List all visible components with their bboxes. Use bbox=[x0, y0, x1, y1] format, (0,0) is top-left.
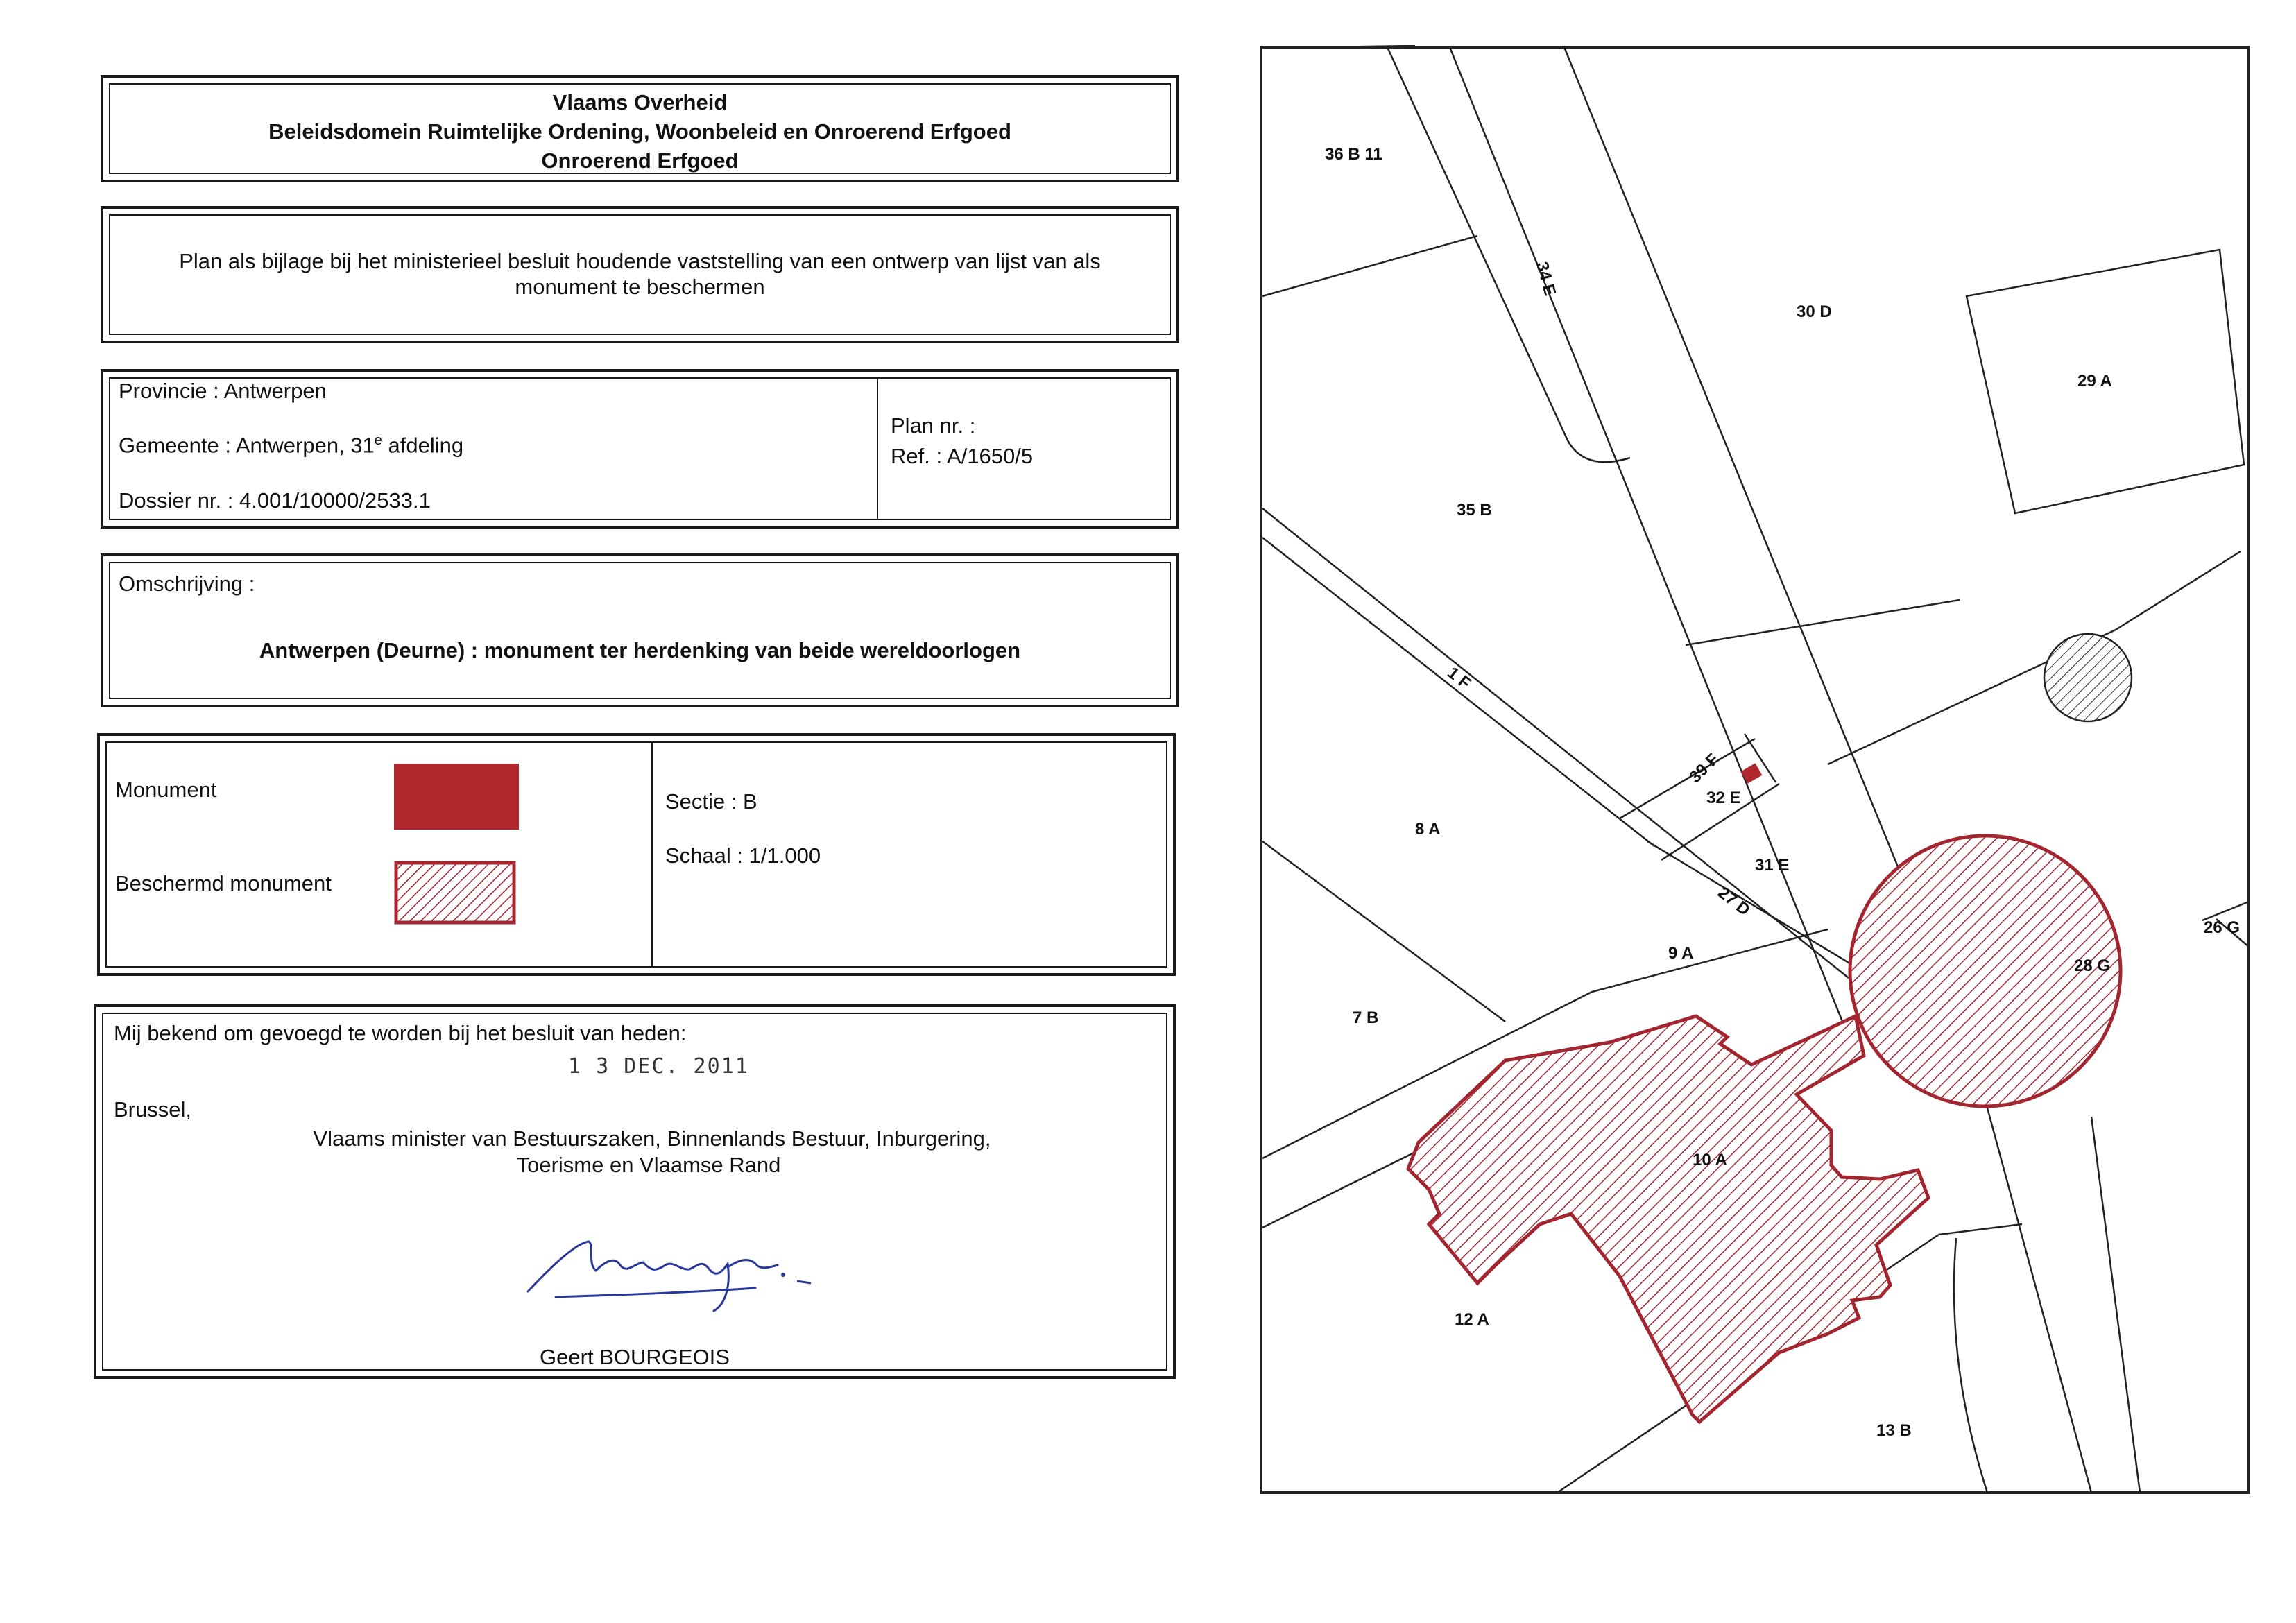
approval-intro: Mij bekend om gevoegd te worden bij het besluit van heden: bbox=[114, 1021, 687, 1045]
legend-protected-swatch bbox=[394, 861, 516, 925]
parcel-29a: 29 A bbox=[2077, 372, 2112, 390]
dossier-number: Dossier nr. : 4.001/10000/2533.1 bbox=[119, 488, 431, 513]
description-box bbox=[101, 553, 1179, 707]
description-title: Antwerpen (Deurne) : monument ter herdenking van beide wereldoorlogen bbox=[259, 638, 1021, 662]
parcel-7b: 7 B bbox=[1353, 1008, 1379, 1027]
parcel-36b11: 36 B 11 bbox=[1325, 145, 1382, 164]
plan-description-box bbox=[101, 206, 1179, 343]
header-box bbox=[101, 75, 1179, 182]
parcel-8a: 8 A bbox=[1415, 820, 1441, 839]
section: Sectie : B bbox=[665, 789, 757, 814]
description-label: Omschrijving : bbox=[119, 572, 255, 596]
parcel-12a: 12 A bbox=[1455, 1310, 1489, 1329]
header-line3: Onroerend Erfgoed bbox=[541, 148, 739, 173]
parcel-34e: 34 E bbox=[1532, 259, 1560, 298]
municipality: Gemeente : Antwerpen, 31e afdeling bbox=[119, 433, 464, 458]
parcel-39f: 39 F bbox=[1686, 750, 1723, 787]
legend-monument-label: Monument bbox=[115, 778, 217, 802]
legend-monument-swatch bbox=[394, 764, 519, 830]
city: Brussel, bbox=[114, 1097, 191, 1122]
parcel-28g: 28 G bbox=[2074, 956, 2111, 975]
stamp-date: 1 3 DEC. 2011 bbox=[568, 1054, 749, 1079]
header-line2: Beleidsdomein Ruimtelijke Ordening, Woonbeleid en Onroerend Erfgoed bbox=[268, 119, 1011, 144]
header-line1: Vlaams Overheid bbox=[552, 90, 728, 114]
province: Provincie : Antwerpen bbox=[119, 379, 327, 403]
legend-protected-label: Beschermd monument bbox=[115, 871, 332, 895]
legend-box bbox=[97, 733, 1176, 976]
location-box bbox=[101, 369, 1179, 529]
reference: Ref. : A/1650/5 bbox=[891, 444, 1034, 468]
signature bbox=[520, 1222, 853, 1319]
plan-description-line2: monument te beschermen bbox=[515, 275, 765, 299]
parcel-10a: 10 A bbox=[1693, 1151, 1727, 1169]
minister-line1: Vlaams minister van Bestuurszaken, Binnenlands Bestuur, Inburgering, bbox=[313, 1126, 991, 1151]
parcel-27d: 27 D bbox=[1714, 883, 1754, 920]
plan-number: Plan nr. : bbox=[891, 413, 976, 438]
parcel-31e: 31 E bbox=[1755, 856, 1790, 875]
scale: Schaal : 1/1.000 bbox=[665, 843, 821, 868]
minister-line2: Toerisme en Vlaamse Rand bbox=[516, 1153, 781, 1177]
parcel-35b: 35 B bbox=[1457, 501, 1492, 519]
parcel-30d: 30 D bbox=[1797, 302, 1832, 321]
parcel-13b: 13 B bbox=[1876, 1421, 1912, 1440]
plan-description-line1: Plan als bijlage bij het ministerieel besluit houdende vaststelling van een ontwerp van lijst van als bbox=[179, 249, 1101, 273]
approval-box bbox=[94, 1004, 1176, 1379]
parcel-26g: 26 G bbox=[2204, 918, 2241, 937]
parcel-9a: 9 A bbox=[1668, 944, 1694, 963]
cadastral-map bbox=[1259, 45, 2251, 1495]
tree-icon bbox=[2044, 634, 2132, 721]
parcel-1f: 1 F bbox=[1443, 663, 1475, 694]
parcel-32e: 32 E bbox=[1706, 789, 1741, 807]
signatory: Geert BOURGEOIS bbox=[540, 1345, 730, 1369]
